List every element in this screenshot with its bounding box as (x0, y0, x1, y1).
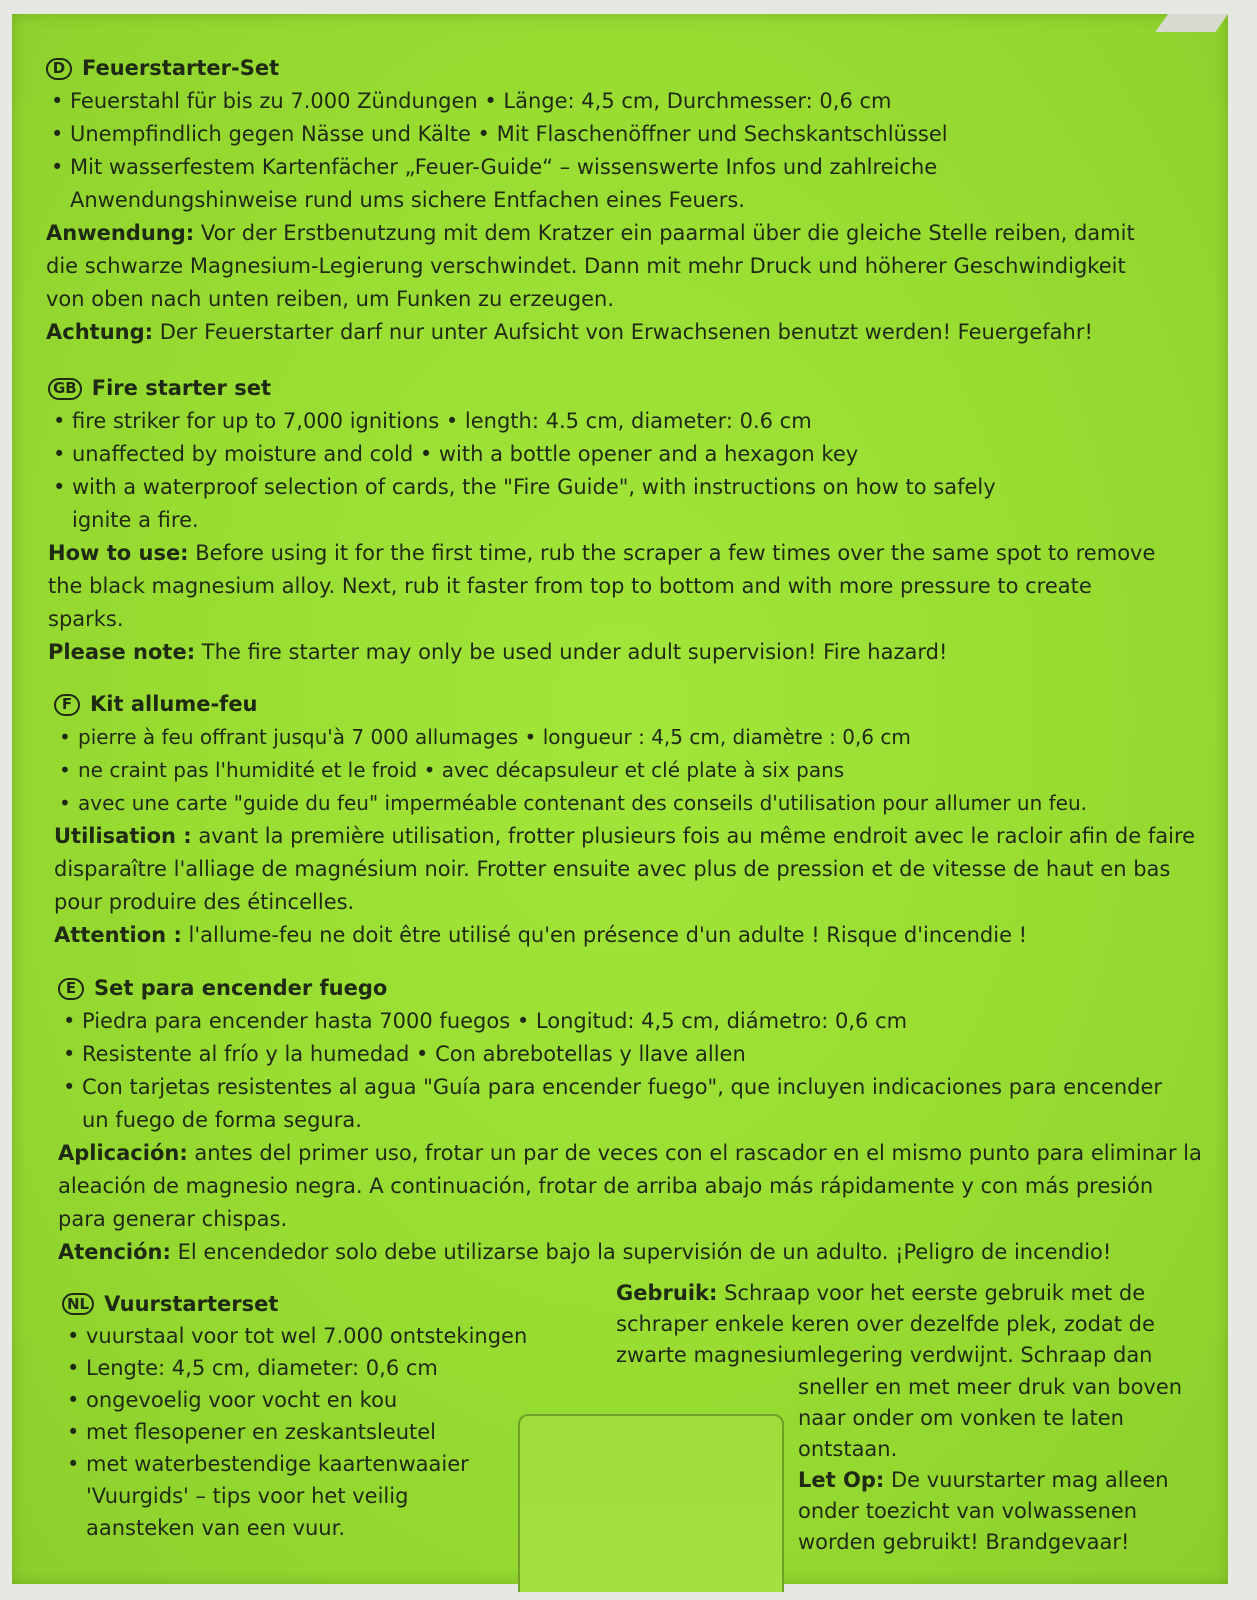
usage-text: avant la première utilisation, frotter plusieurs fois au même endroit avec le racloir afin de faire disparaître l'alliage de magnésium noir. Frotter ensuite avec plus de pression et de vitesse de haut en bas pour produire des étincelles. (54, 824, 1196, 914)
section-es (58, 972, 1204, 1269)
warning-label: Let Op: (798, 1468, 885, 1492)
section-nl-bullets (62, 1320, 582, 1544)
list-item: • ongevoelig voor vocht en kou (62, 1384, 582, 1416)
section-fr-heading (54, 688, 1204, 721)
warning-label: Attention : (54, 923, 182, 947)
section-gb-warning (48, 636, 1198, 669)
list-item: • Unempfindlich gegen Nässe und Kälte • Mit Flaschenöffner und Sechskantschlüssel (46, 118, 1206, 151)
section-fr (54, 688, 1204, 952)
list-item: • Resistente al frío y la humedad • Con abrebotellas y llave allen (58, 1038, 1204, 1071)
section-de-heading (46, 52, 1206, 85)
list-item: • Con tarjetas resistentes al agua "Guía para encender fuego", que incluyen indicaciones para encender un fuego de forma segura. (58, 1071, 1204, 1137)
warning-text: Der Feuerstarter darf nur unter Aufsicht von Erwachsenen benutzt werden! Feuergefahr! (153, 320, 1093, 344)
language-badge-es: E (58, 978, 84, 1000)
language-badge-de: D (46, 58, 72, 80)
usage-text: Schraap voor het eerste gebruik met de schraper enkele keren over dezelfde plek, zodat de zwarte magnesiumlegering verdwijnt. Schraap dan (616, 1281, 1155, 1367)
section-nl-heading (62, 1288, 582, 1320)
list-item: • Feuerstahl für bis zu 7.000 Zündungen • Länge: 4,5 cm, Durchmesser: 0,6 cm (46, 85, 1206, 118)
list-item: • Mit wasserfestem Kartenfächer „Feuer-Guide“ – wissenswerte Infos und zahlreiche Anwendungshinweise rund ums sichere Entfachen eines Feuers. (46, 151, 1206, 217)
section-de-usage (46, 217, 1206, 316)
section-fr-usage (54, 820, 1204, 919)
section-es-warning (58, 1236, 1204, 1269)
language-badge-fr: F (54, 694, 80, 716)
warning-label: Please note: (48, 640, 196, 664)
section-nl-usage-top (616, 1278, 1206, 1371)
list-item: • met flesopener en zeskantsleutel (62, 1416, 582, 1448)
warning-text: El encendedor solo debe utilizarse bajo la supervisión de un adulto. ¡Peligro de incendio! (170, 1240, 1112, 1264)
list-item: • with a waterproof selection of cards, the "Fire Guide", with instructions on how to safely ignite a fire. (48, 471, 1198, 537)
section-es-usage (58, 1137, 1204, 1236)
language-badge-nl: NL (62, 1293, 94, 1315)
warning-label: Achtung: (46, 320, 154, 344)
warning-text: l'allume-feu ne doit être utilisé qu'en présence d'un adulte ! Risque d'incendie ! (181, 923, 1028, 947)
section-gb (48, 372, 1198, 669)
warning-label: Atención: (58, 1240, 171, 1264)
section-nl-usage-bottom (798, 1372, 1218, 1558)
usage-text: Vor der Erstbenutzung mit dem Kratzer ein paarmal über die gleiche Stelle reiben, damit die schwarze Magnesium-Legierung verschwindet. Dann mit mehr Druck und höherer Geschwindigkeit von oben nach unten reiben, um Funken zu erzeugen. (46, 221, 1135, 311)
section-es-heading (58, 972, 1204, 1005)
section-de-warning (46, 316, 1206, 349)
section-nl-warning (798, 1465, 1218, 1558)
section-nl-title: Vuurstarterset (104, 1292, 279, 1316)
section-fr-title: Kit allume-feu (90, 692, 258, 716)
section-nl (62, 1288, 582, 1544)
section-fr-warning (54, 919, 1204, 952)
section-de-bullets (46, 85, 1206, 217)
section-fr-bullets (54, 721, 1204, 820)
list-item: • met waterbestendige kaartenwaaier 'Vuurgids' – tips voor het veilig aansteken van een vuur. (62, 1448, 582, 1544)
list-item: • unaffected by moisture and cold • with a bottle opener and a hexagon key (48, 438, 1198, 471)
usage-label: Utilisation : (54, 824, 192, 848)
warning-text: De vuurstarter mag alleen onder toezicht van volwassenen worden gebruikt! Brandgevaar! (798, 1468, 1169, 1554)
usage-label: How to use: (48, 541, 189, 565)
list-item: • Piedra para encender hasta 7000 fuegos • Longitud: 4,5 cm, diámetro: 0,6 cm (58, 1005, 1204, 1038)
section-es-bullets (58, 1005, 1204, 1137)
list-item: • fire striker for up to 7,000 ignitions • length: 4.5 cm, diameter: 0.6 cm (48, 405, 1198, 438)
section-de (46, 52, 1206, 349)
usage-text: Before using it for the first time, rub the scraper a few times over the same spot to remove the black magnesium alloy. Next, rub it faster from top to bottom and with more pressure to create sparks. (48, 541, 1156, 631)
section-de-title: Feuerstarter-Set (82, 56, 280, 80)
usage-label: Anwendung: (46, 221, 195, 245)
list-item: • pierre à feu offrant jusqu'à 7 000 allumages • longueur : 4,5 cm, diamètre : 0,6 cm (54, 721, 1204, 754)
section-gb-heading (48, 372, 1198, 405)
section-gb-usage (48, 537, 1198, 636)
list-item: • avec une carte "guide du feu" imperméable contenant des conseils d'utilisation pour allumer un feu. (54, 787, 1204, 820)
usage-text-continued: sneller en met meer druk van boven naar onder om vonken te laten ontstaan. (798, 1375, 1183, 1461)
language-badge-gb: GB (48, 378, 82, 400)
section-gb-bullets (48, 405, 1198, 537)
list-item: • ne craint pas l'humidité et le froid • avec décapsuleur et clé plate à six pans (54, 754, 1204, 787)
usage-text: antes del primer uso, frotar un par de veces con el rascador en el mismo punto para eliminar la aleación de magnesio negra. A continuación, frotar de arriba abajo más rápidamente y con más presión para generar chispas. (58, 1141, 1202, 1231)
box-flap (1155, 14, 1228, 32)
section-es-title: Set para encender fuego (94, 976, 388, 1000)
list-item: • vuurstaal voor tot wel 7.000 ontstekingen (62, 1320, 582, 1352)
usage-label: Aplicación: (58, 1141, 188, 1165)
warning-text: The fire starter may only be used under adult supervision! Fire hazard! (195, 640, 948, 664)
section-gb-title: Fire starter set (91, 376, 271, 400)
list-item: • Lengte: 4,5 cm, diameter: 0,6 cm (62, 1352, 582, 1384)
usage-label: Gebruik: (616, 1281, 718, 1305)
